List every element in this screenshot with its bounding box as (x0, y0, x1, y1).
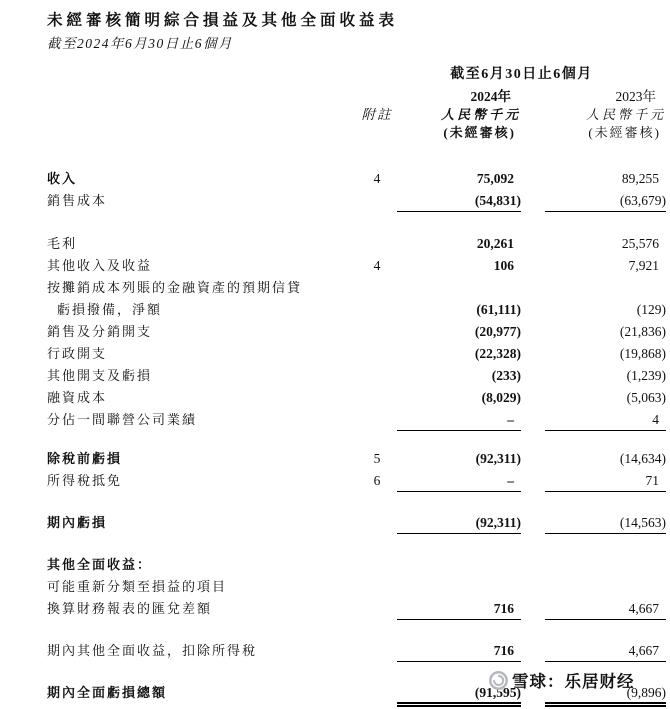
note-cell (357, 343, 397, 365)
value-2023: (14,634) (619, 451, 666, 466)
watermark-text: 雪球：乐居财经 (512, 673, 635, 691)
row-label: 行政開支 (47, 346, 108, 361)
value-2024: – (397, 409, 521, 431)
value-2023: 89,255 (621, 171, 659, 186)
row-spacer (0, 620, 670, 640)
value-2024: (54,831) (397, 190, 521, 212)
value-2023: (63,679) (545, 190, 666, 212)
note-cell (357, 190, 397, 212)
row-label: 融資成本 (47, 390, 108, 405)
value-2024: (8,029) (481, 390, 521, 405)
note-cell (357, 682, 397, 704)
value-2024: (92,311) (475, 451, 521, 466)
row-label: 換算財務報表的匯兌差額 (47, 601, 213, 616)
value-2024: (20,977) (474, 324, 521, 339)
note-cell (357, 277, 397, 299)
column-gap (521, 190, 545, 212)
column-gap (521, 470, 545, 492)
table-row (0, 277, 670, 299)
value-2023: (14,563) (545, 512, 666, 534)
value-2024: (61,111) (476, 302, 521, 317)
table-row (0, 409, 670, 431)
value-2024: (22,328) (474, 346, 521, 361)
column-status-2024: (未經審核) (443, 125, 516, 140)
row-label: 銷售及分銷開支 (47, 324, 153, 339)
value-2023 (545, 576, 666, 598)
note-cell (357, 598, 397, 620)
value-2023: 4,667 (545, 640, 666, 662)
value-2024: (91,595) (397, 682, 521, 704)
table-row (0, 448, 670, 470)
note-cell (357, 640, 397, 662)
table-header-years-row (0, 88, 670, 105)
row-label: 毛利 (47, 236, 78, 251)
table-row (0, 299, 670, 321)
note-cell (357, 512, 397, 534)
column-gap (521, 168, 545, 190)
value-2023: 4 (545, 409, 666, 431)
table-row (0, 640, 670, 662)
value-2024: 716 (397, 640, 521, 662)
table-row (0, 168, 670, 190)
table-header-unit-row (0, 105, 670, 125)
value-2023: (19,868) (619, 346, 666, 361)
value-2024: 106 (493, 258, 514, 273)
note-cell (357, 233, 397, 255)
row-spacer (0, 212, 670, 233)
table-row (0, 321, 670, 343)
value-2024: 716 (397, 598, 521, 620)
row-label: 分佔一間聯營公司業績 (47, 412, 198, 427)
row-label: 虧損撥備，淨額 (57, 302, 163, 317)
value-2023 (545, 554, 666, 576)
table-row (0, 365, 670, 387)
note-cell (357, 321, 397, 343)
statement-table-body (0, 168, 670, 704)
statement-title: 未經審核簡明綜合損益及其他全面收益表 (47, 12, 399, 29)
row-spacer (0, 534, 670, 554)
note-cell: 6 (373, 473, 381, 488)
note-cell (357, 576, 397, 598)
note-cell: 4 (373, 258, 381, 273)
value-2024: (92,311) (397, 512, 521, 534)
row-spacer (0, 492, 670, 512)
value-2024 (397, 576, 521, 598)
column-gap (521, 409, 545, 431)
column-gap (521, 343, 545, 365)
table-row (0, 470, 670, 492)
table-row (0, 233, 670, 255)
row-label: 其他全面收益： (47, 557, 153, 572)
table-row (0, 576, 670, 598)
value-2023: (129) (636, 302, 666, 317)
note-cell (357, 409, 397, 431)
row-label: 除稅前虧損 (47, 451, 123, 466)
column-gap (521, 554, 545, 576)
value-2023: 4,667 (545, 598, 666, 620)
value-2023: (5,063) (626, 390, 666, 405)
column-unit-2024: 人民幣千元 (440, 107, 521, 122)
value-2024: (233) (491, 368, 521, 383)
row-label: 其他收入及收益 (47, 258, 153, 273)
note-cell (357, 554, 397, 576)
value-2023 (545, 277, 666, 299)
note-cell (357, 299, 397, 321)
period-header: 截至6月30日止6個月 (450, 67, 593, 82)
value-2023: 7,921 (628, 258, 659, 273)
value-2023: 25,576 (621, 236, 659, 251)
column-gap (521, 682, 545, 704)
note-cell (357, 387, 397, 409)
table-row (0, 190, 670, 212)
row-label: 可能重新分類至損益的項目 (47, 579, 228, 594)
note-cell: 4 (373, 171, 381, 186)
table-row (0, 512, 670, 534)
row-spacer (0, 662, 670, 682)
column-gap (521, 598, 545, 620)
column-gap (521, 576, 545, 598)
value-2023: 71 (545, 470, 666, 492)
note-cell: 5 (373, 451, 381, 466)
row-label: 所得稅抵免 (47, 473, 123, 488)
note-cell (357, 365, 397, 387)
value-2023: (1,239) (626, 368, 666, 383)
row-label: 期內其他全面收益，扣除所得稅 (47, 643, 258, 658)
column-unit-2023: 人民幣千元 (585, 107, 666, 122)
value-2024: – (397, 470, 521, 492)
column-gap (521, 387, 545, 409)
row-spacer (0, 431, 670, 448)
value-2024 (397, 554, 521, 576)
row-label: 期內全面虧損總額 (47, 685, 168, 700)
column-gap (521, 512, 545, 534)
row-label: 期內虧損 (47, 515, 108, 530)
table-row (0, 387, 670, 409)
row-label: 收入 (47, 171, 78, 186)
row-label: 銷售成本 (47, 193, 108, 208)
value-2023: (21,836) (619, 324, 666, 339)
table-header-status-row (0, 125, 670, 147)
column-gap (521, 233, 545, 255)
table-row (0, 554, 670, 576)
column-gap (521, 448, 545, 470)
column-gap (521, 321, 545, 343)
table-row (0, 682, 670, 704)
table-row (0, 598, 670, 620)
value-2023: (9,896) (545, 682, 666, 704)
column-year-2024: 2024年 (470, 89, 511, 104)
notes-column-header: 附註 (361, 107, 393, 122)
column-year-2023: 2023年 (615, 89, 656, 104)
table-row (0, 343, 670, 365)
column-gap (521, 299, 545, 321)
row-label: 其他開支及虧損 (47, 368, 153, 383)
statement-period-subtitle: 截至2024年6月30日止6個月 (47, 36, 233, 51)
table-header-period-row (0, 64, 670, 88)
column-gap (521, 277, 545, 299)
table-row (0, 255, 670, 277)
value-2024: 75,092 (476, 171, 514, 186)
column-status-2023: (未經審核) (588, 125, 661, 140)
row-label: 按攤銷成本列賬的金融資產的預期信貸 (47, 280, 303, 295)
value-2024 (397, 277, 521, 299)
column-gap (521, 255, 545, 277)
column-gap (521, 365, 545, 387)
column-gap (521, 640, 545, 662)
value-2024: 20,261 (476, 236, 514, 251)
